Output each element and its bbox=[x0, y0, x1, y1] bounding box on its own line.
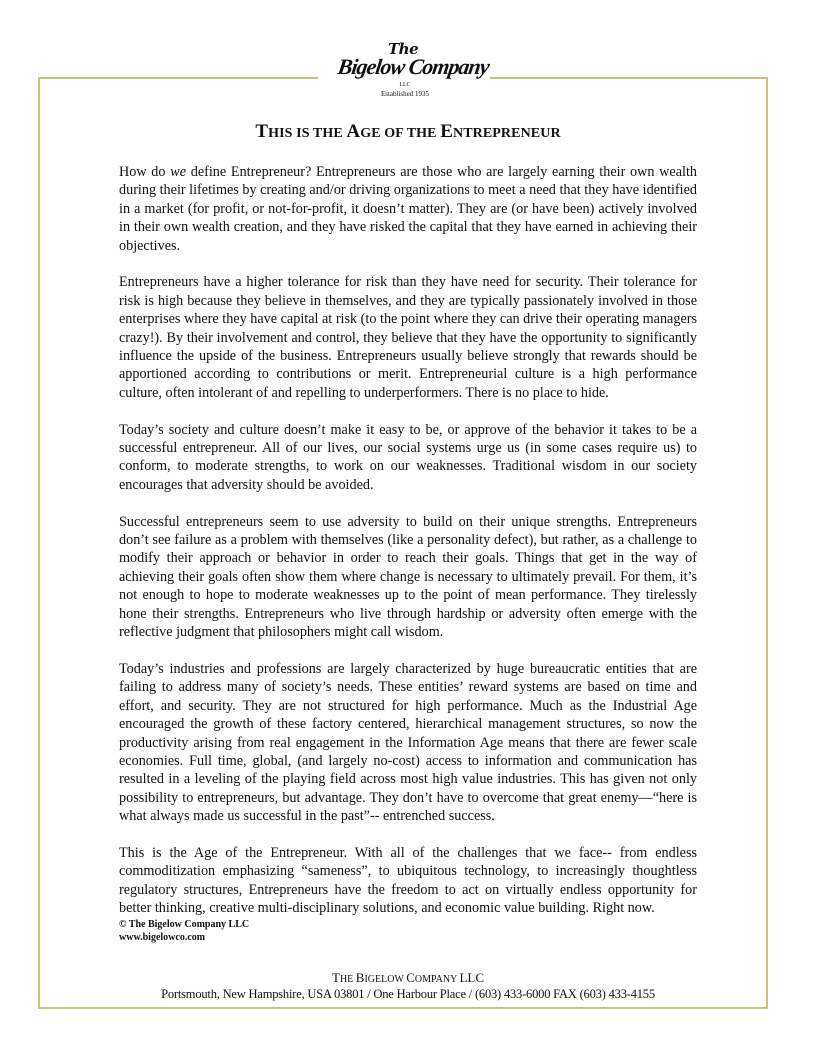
footer-company-part: C bbox=[406, 970, 415, 985]
logo-established: Established 1935 bbox=[380, 90, 430, 98]
footer-company-part: B bbox=[355, 970, 365, 985]
title-part: HIS IS THE bbox=[268, 126, 347, 141]
paragraph: Today’s industries and professions are largely characterized by huge bureaucratic entities that are failing to address many of society’s needs. These entities’ reward systems are based on time and effort, and security. They are not structured for high performance. Much as the Industrial Age encouraged the growth of these factory centered, hierarchical management structures, so now the productivity arising from real engagement in the Information Age means that there are fewer scale economies. Full time, global, (and largely no-cost) access to information and communication has resulted in a leveling of the playing field across most high value industries. This has given not only possibility to entrepreneurs, but advantage. They don’t have to overcome that great enemy—“here is what always made us successful in the past”-- entrenched success. bbox=[119, 660, 697, 825]
page-title bbox=[0, 121, 816, 143]
copyright-text: © The Bigelow Company LLC bbox=[119, 919, 250, 930]
paragraph: This is the Age of the Entrepreneur. With all of the challenges that we face-- from endless commoditization emphasizing “sameness”, to ubiquitous technology, to increasingly thoughtless regulatory structures, Entrepreneurs have the freedom to act on virtually endless opportunity for better thinking, creative multi-disciplinary solutions, and economic value building. Right now. bbox=[119, 844, 697, 917]
title-part: A bbox=[346, 121, 361, 142]
paragraph: Entrepreneurs have a higher tolerance for risk than they have need for security. Their tolerance for risk is high because they believe in themselves, and they are typically passionately involved in those enterprises where they have capital at risk (to the point where they can drive their operating managers crazy!). By their involvement and control, they believe that they have the opportunity to significantly influence the upside of the business. Entrepreneurs usually believe strongly that rewards should be apportioned according to contributions or merit. Entrepreneurial culture is a high performance culture, often intolerant of and repelling to underperformers. There is no place to hide. bbox=[119, 274, 697, 401]
footer-address: Portsmouth, New Hampshire, USA 03801 / One Harbour Place / (603) 433-6000 FAX (603) 433-4155 bbox=[161, 987, 655, 1001]
logo-name: Bigelow Company bbox=[336, 54, 491, 79]
paragraph: Successful entrepreneurs seem to use adversity to build on their unique strengths. Entrepreneurs don’t see failure as a problem with themselves (like a personality defect), but rather, as a challenge to modify their approach or behavior in order to reach their goals. Things that get in the way of achieving their goals often show them where change is necessary to ultimately prevail. For them, it’s not enough to hope to moderate weaknesses up to the point of mean performance. They tirelessly hone their strengths. Entrepreneurs who live through hardship or adversity often emerge with the reflective judgment that philosophers might call wisdom. bbox=[119, 513, 697, 641]
paragraph bbox=[119, 163, 697, 255]
article-body bbox=[119, 163, 697, 936]
logo-llc: LLC bbox=[399, 82, 411, 88]
title-part: NTREPRENEUR bbox=[452, 126, 561, 141]
paragraph-text: define Entrepreneur? Entrepreneurs are those who are largely earning their own wealth during their lifetimes by creating and/or driving organizations to meet a need that they have identified in a market (for profit, or not-for-profit, it doesn’t matter). They are (or have been) actively involved in their own wealth creation, and they have risked the capital that they have earned in achieving their objectives. bbox=[119, 164, 697, 254]
footer-company-part: T bbox=[331, 970, 340, 985]
paragraph-text: How do bbox=[119, 164, 171, 180]
footer-company-part: LLC bbox=[459, 970, 484, 985]
company-logo bbox=[330, 40, 491, 104]
website-link[interactable]: www.bigelowco.com bbox=[119, 932, 206, 943]
logo-the: The bbox=[388, 40, 419, 58]
frame-top-right-border bbox=[490, 77, 768, 79]
paragraph: Today’s society and culture doesn’t make it easy to be, or approve of the behavior it takes to be a successful entrepreneur. All of our lives, our social systems urge us (in some cases require us) to conform, to moderate strengths, to work on our weaknesses. Traditional wisdom in our society encourages that adversity should be avoided. bbox=[119, 421, 697, 493]
footer-company-part: OMPANY bbox=[414, 974, 460, 985]
frame-left-border bbox=[38, 77, 40, 1008]
copyright-block bbox=[119, 918, 249, 944]
footer-company-part: IGELOW bbox=[364, 974, 407, 985]
title-part: T bbox=[255, 121, 269, 142]
emphasis-text: we bbox=[170, 164, 186, 180]
title-part: GE OF THE bbox=[360, 126, 441, 141]
footer-company-name bbox=[0, 970, 816, 986]
title-part: E bbox=[440, 121, 453, 142]
frame-bottom-border bbox=[38, 1007, 768, 1009]
frame-right-border bbox=[766, 77, 768, 1008]
frame-top-left-border bbox=[38, 77, 318, 79]
footer-company-part: HE bbox=[339, 974, 356, 985]
